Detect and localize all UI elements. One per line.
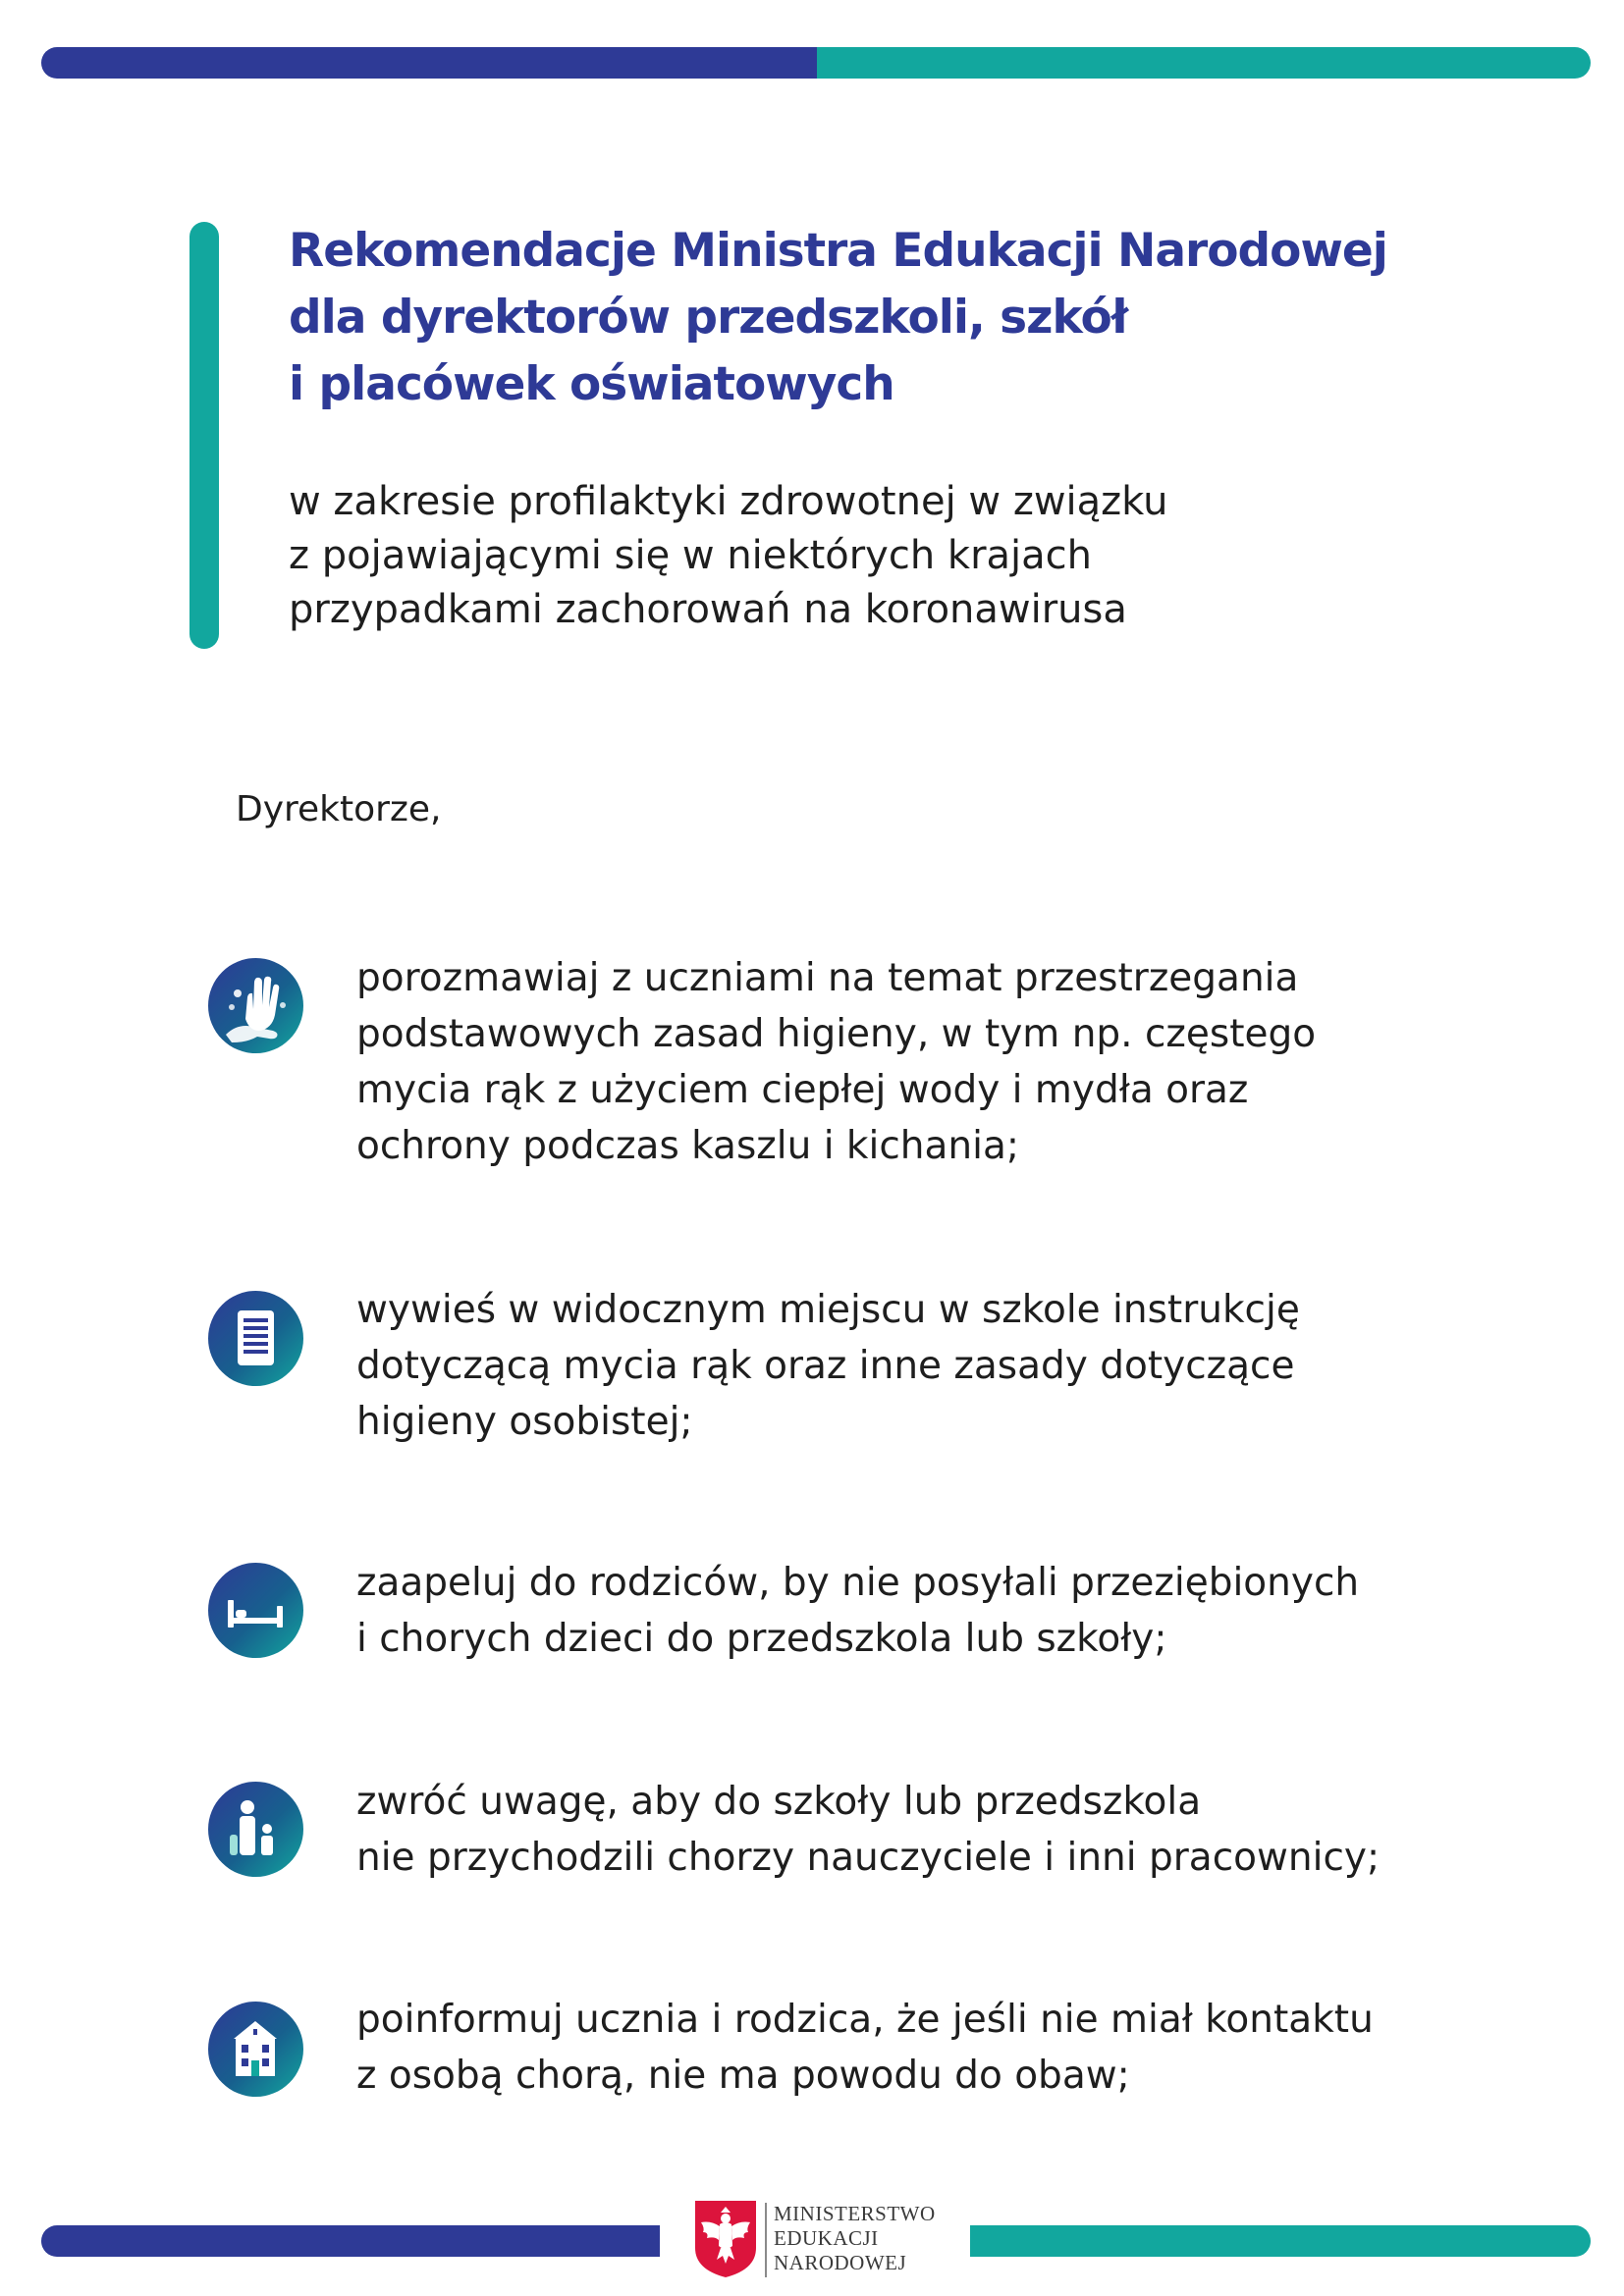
item-line: i chorych dzieci do przedszkola lub szkoły; — [356, 1617, 1167, 1661]
item-line: dotyczącą mycia rąk oraz inne zasady dotyczące — [356, 1344, 1295, 1388]
people-icon — [208, 1782, 303, 1877]
item-text — [356, 1992, 1374, 2104]
title-line: Rekomendacje Ministra Edukacji Narodowej — [289, 224, 1387, 278]
item-line: ochrony podczas kaszlu i kichania; — [356, 1124, 1019, 1168]
bed-icon — [208, 1563, 303, 1658]
item-text — [356, 1555, 1359, 1667]
bottom-bar-teal — [970, 2225, 1591, 2257]
ministry-name — [774, 2202, 936, 2275]
item-line: poinformuj ucznia i rodzica, że jeśli nie miał kontaktu — [356, 1998, 1374, 2042]
item-line: nie przychodzili chorzy nauczyciele i inni pracownicy; — [356, 1836, 1380, 1880]
school-building-icon — [208, 2002, 303, 2097]
item-text — [356, 950, 1316, 1174]
page-title — [289, 218, 1516, 418]
ministry-line: EDUKACJI — [774, 2226, 879, 2250]
top-bar-blue — [41, 47, 827, 79]
title-line: dla dyrektorów przedszkoli, szkół — [289, 291, 1128, 345]
item-line: mycia rąk z użyciem ciepłej wody i mydła oraz — [356, 1068, 1249, 1112]
item-line: zwróć uwagę, aby do szkoły lub przedszkola — [356, 1780, 1202, 1824]
handwashing-icon — [208, 958, 303, 1053]
item-line: wywieś w widocznym miejscu w szkole instrukcję — [356, 1288, 1300, 1332]
item-line: zaapeluj do rodziców, by nie posyłali przeziębionych — [356, 1561, 1360, 1605]
header-accent-bar — [189, 222, 219, 649]
item-text — [356, 1282, 1300, 1450]
footer-divider — [765, 2203, 767, 2277]
notice-document-icon — [208, 1291, 303, 1386]
item-line: z osobą chorą, nie ma powodu do obaw; — [356, 2054, 1130, 2098]
item-line: higieny osobistej; — [356, 1400, 693, 1444]
item-line: podstawowych zasad higieny, w tym np. częstego — [356, 1012, 1317, 1056]
title-line: i placówek oświatowych — [289, 357, 894, 411]
top-bar-teal — [817, 47, 1591, 79]
ministry-line: MINISTERSTWO — [774, 2202, 936, 2225]
subtitle-line: przypadkami zachorowań na koronawirusa — [289, 587, 1127, 632]
item-text — [356, 1774, 1380, 1886]
item-line: porozmawiaj z uczniami na temat przestrzegania — [356, 956, 1299, 1000]
ministry-line: NARODOWEJ — [774, 2251, 907, 2274]
bottom-bar-blue — [41, 2225, 660, 2257]
subtitle-line: w zakresie profilaktyki zdrowotnej w związku — [289, 479, 1168, 524]
polish-eagle-emblem-icon — [693, 2199, 758, 2279]
greeting: Dyrektorze, — [236, 789, 442, 829]
subtitle-line: z pojawiającymi się w niektórych krajach — [289, 533, 1092, 578]
page-subtitle — [289, 475, 1467, 637]
